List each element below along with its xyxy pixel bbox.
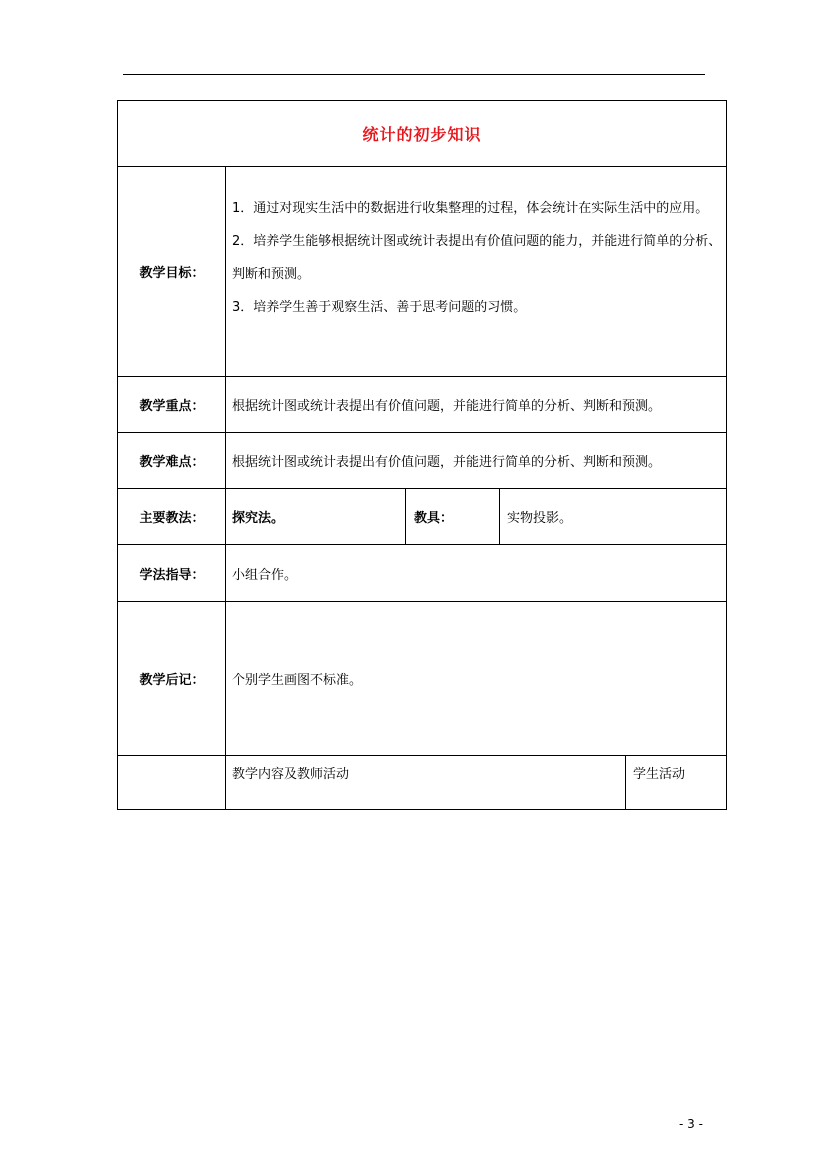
tools-label: 教具： xyxy=(414,511,454,526)
difficulties-text: 根据统计图或统计表提出有价值问题，并能进行简单的分析、判断和预测。 xyxy=(232,455,662,470)
objective-item: 3．培养学生善于观察生活、善于思考问题的习惯。 xyxy=(232,300,527,315)
guidance-text: 小组合作。 xyxy=(232,567,298,583)
key-points-text: 根据统计图或统计表提出有价值问题，并能进行简单的分析、判断和预测。 xyxy=(232,399,662,414)
method-label: 主要教法： xyxy=(139,511,205,526)
method-text: 探究法。 xyxy=(232,511,285,526)
row-divider xyxy=(118,755,726,756)
key-points-label: 教学重点： xyxy=(139,399,205,414)
objective-item: 1．通过对现实生活中的数据进行收集整理的过程，体会统计在实际生活中的应用。 xyxy=(232,201,709,216)
column-divider xyxy=(625,755,626,809)
teacher-activity-header: 教学内容及教师活动 xyxy=(232,767,350,782)
guidance-label: 学法指导： xyxy=(139,567,205,583)
page-number: - 3 - xyxy=(679,1117,703,1131)
objective-item: 2．培养学生能够根据统计图或统计表提出有价值问题的能力，并能进行简单的分析、判断和预测。 xyxy=(232,234,722,282)
difficulties-label: 教学难点： xyxy=(139,455,205,470)
student-activity-header: 学生活动 xyxy=(633,767,686,782)
lesson-plan-table xyxy=(117,100,727,810)
tools-text: 实物投影。 xyxy=(507,511,573,526)
reflection-label: 教学后记： xyxy=(139,673,205,688)
objectives-list xyxy=(232,192,726,324)
page-title: 统计的初步知识 xyxy=(362,125,482,144)
header-rule xyxy=(123,74,705,75)
reflection-text: 个别学生画图不标准。 xyxy=(232,673,363,688)
column-divider xyxy=(405,488,406,544)
column-divider xyxy=(499,488,500,544)
objectives-label: 教学目标： xyxy=(139,266,205,281)
